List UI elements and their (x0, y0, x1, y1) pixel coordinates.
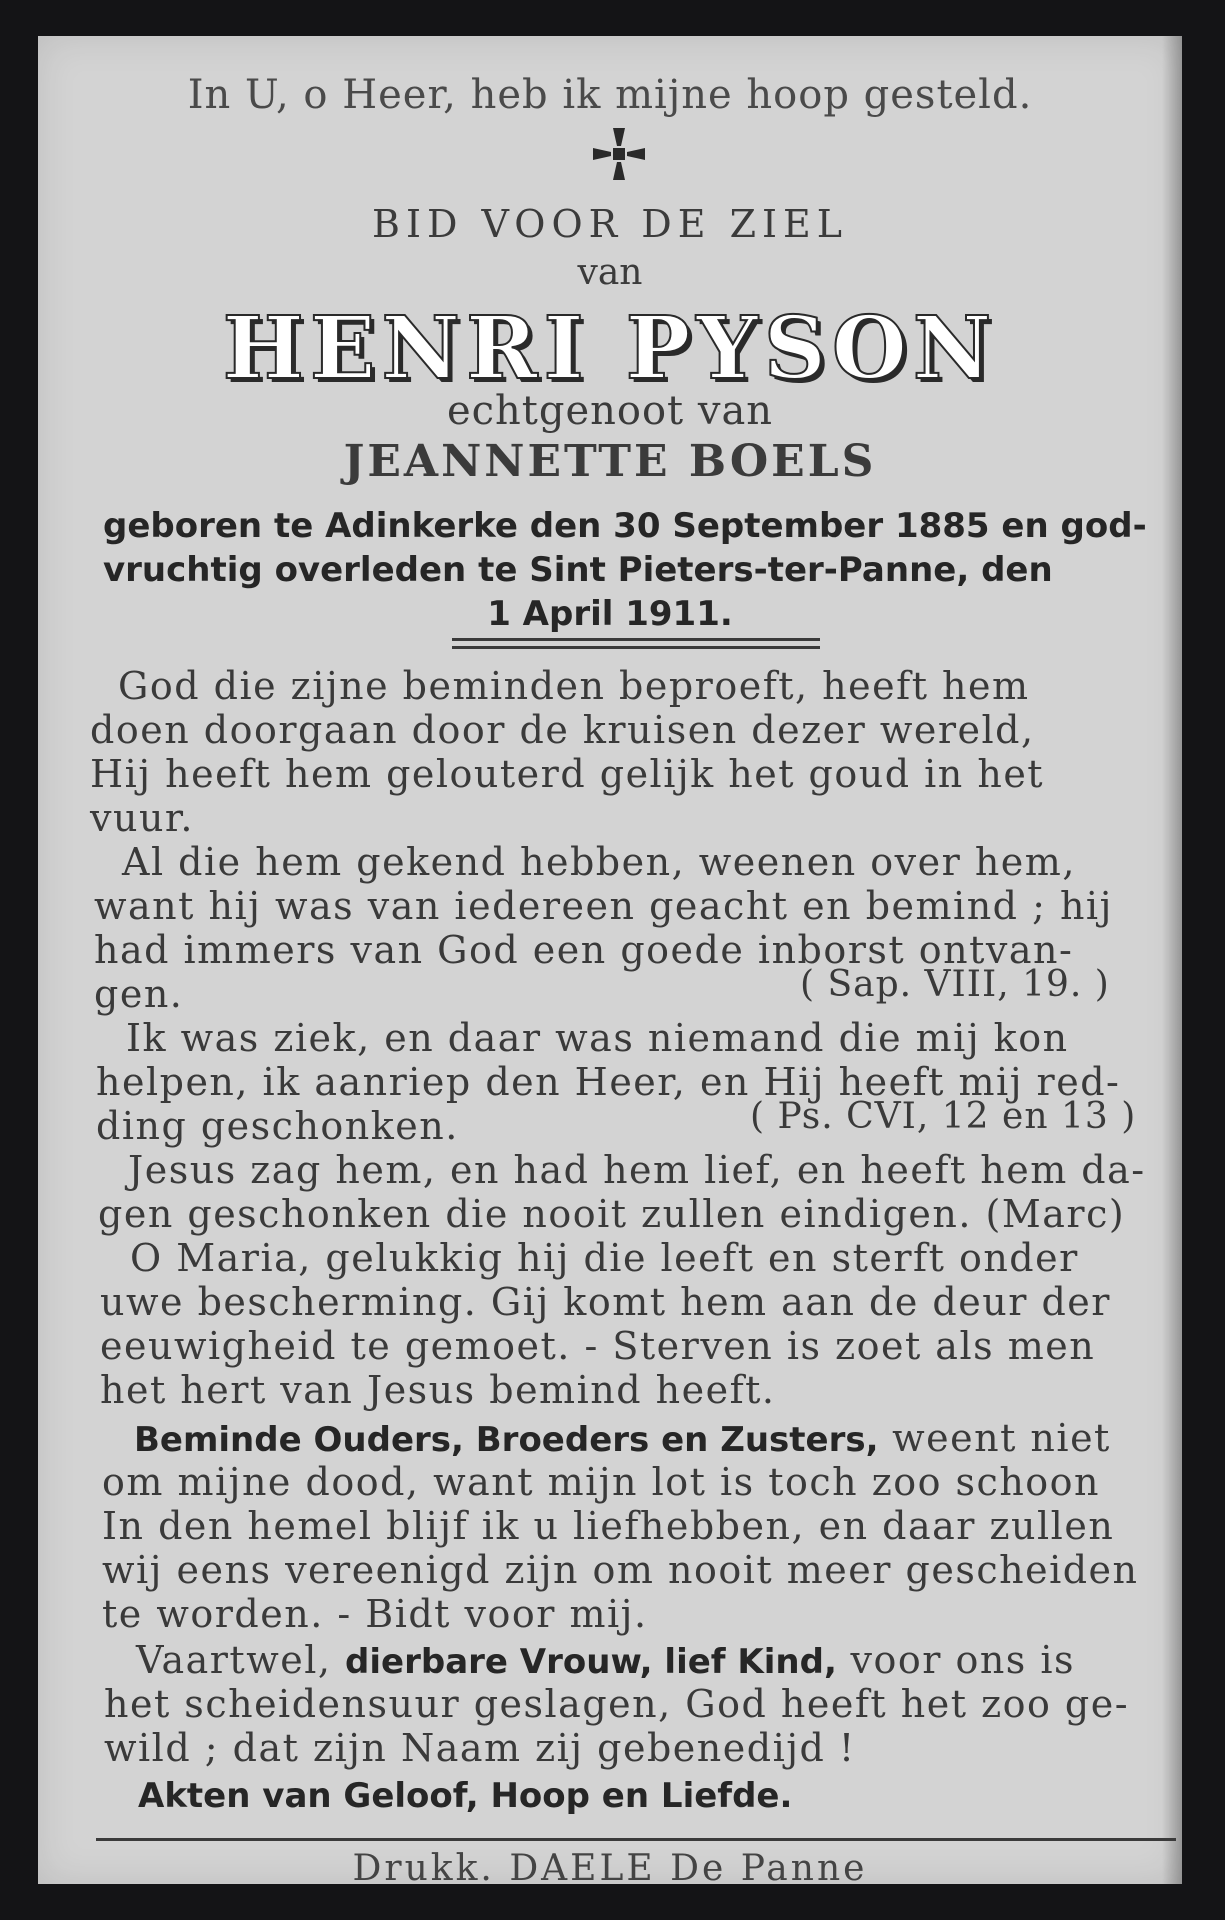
scripture-reference: ( Sap. VIII, 19. ) (800, 964, 1110, 1005)
text-line: O Maria, gelukkig hij die leeft en sterft onder (130, 1236, 1079, 1280)
text-line: wij eens vereenigd zijn om nooit meer gescheiden (102, 1548, 1139, 1592)
text-line: gen. (94, 972, 184, 1016)
text-line: uwe bescherming. Gij komt hem aan de deur der (100, 1280, 1111, 1324)
text-line: had immers van God een goede inborst ontvan- (94, 928, 1074, 972)
prayer-heading: BID VOOR DE ZIEL (372, 202, 848, 246)
footer-rule (96, 1838, 1176, 1841)
text-line: God die zijne beminden beproeft, heeft hem (118, 664, 1030, 708)
spouse-of-label: echtgenoot van (446, 388, 774, 434)
text-line (134, 1416, 1111, 1460)
scripture-reference: ( Ps. CVI, 12 en 13 ) (750, 1096, 1137, 1137)
acts-of-faith: Akten van Geloof, Hoop en Liefde. (138, 1776, 793, 1816)
text-fragment: Vaartwel, (136, 1638, 346, 1682)
text-fragment: voor ons is (836, 1638, 1076, 1682)
heading-van: van (577, 252, 643, 293)
spouse-name: JEANNETTE BOELS (343, 436, 877, 487)
text-line: Ik was ziek, en daar was niemand die mij kon (126, 1016, 1069, 1060)
text-line: ding geschonken. (96, 1104, 459, 1148)
text-line: om mijne dood, want mijn lot is toch zoo schoon (102, 1460, 1101, 1504)
text-line: vuur. (90, 796, 194, 840)
text-line: want hij was van iedereen geacht en bemind ; hij (94, 884, 1113, 928)
text-line: wild ; dat zijn Naam zij gebenedijd ! (104, 1726, 856, 1770)
divider-rule (452, 646, 820, 649)
text-line: doen doorgaan door de kruisen dezer wereld, (90, 708, 1035, 752)
printer-imprint: Drukk. DAELE De Panne (352, 1848, 868, 1889)
death-date: 1 April 1911. (487, 594, 733, 634)
text-line: het hert van Jesus bemind heeft. (100, 1368, 776, 1412)
birth-line-1: geboren te Adinkerke den 30 September 1885 en god- (103, 506, 1147, 546)
wife-child-address: dierbare Vrouw, lief Kind, (345, 1642, 837, 1682)
deceased-name: HENRI PYSON (222, 298, 998, 399)
memorial-card (38, 36, 1182, 1889)
maltese-cross-icon (589, 124, 649, 184)
text-line: gen geschonken die nooit zullen eindigen. (Marc) (98, 1192, 1126, 1236)
text-line: Al die hem gekend hebben, weenen over hem, (122, 840, 1076, 884)
text-line: te worden. - Bidt voor mij. (102, 1592, 648, 1636)
text-line: Jesus zag hem, en had hem lief, en heeft hem da- (128, 1148, 1146, 1192)
text-line: eeuwigheid te gemoet. - Sterven is zoet als men (100, 1324, 1096, 1368)
text-line: het scheidensuur geslagen, God heeft het zoo ge- (104, 1682, 1130, 1726)
text-line: helpen, ik aanriep den Heer, en Hij heeft mij red- (96, 1060, 1121, 1104)
text-fragment: weent niet (878, 1416, 1111, 1460)
motto: In U, o Heer, heb ik mijne hoop gesteld. (187, 72, 1033, 118)
text-line: Hij heeft hem gelouterd gelijk het goud in het (90, 752, 1045, 796)
birth-line-2: vruchtig overleden te Sint Pieters-ter-Panne, den (103, 550, 1053, 590)
family-address: Beminde Ouders, Broeders en Zusters, (134, 1420, 879, 1460)
text-line: In den hemel blijf ik u liefhebben, en daar zullen (102, 1504, 1115, 1548)
divider-rule (452, 638, 820, 641)
text-line (136, 1638, 1075, 1682)
